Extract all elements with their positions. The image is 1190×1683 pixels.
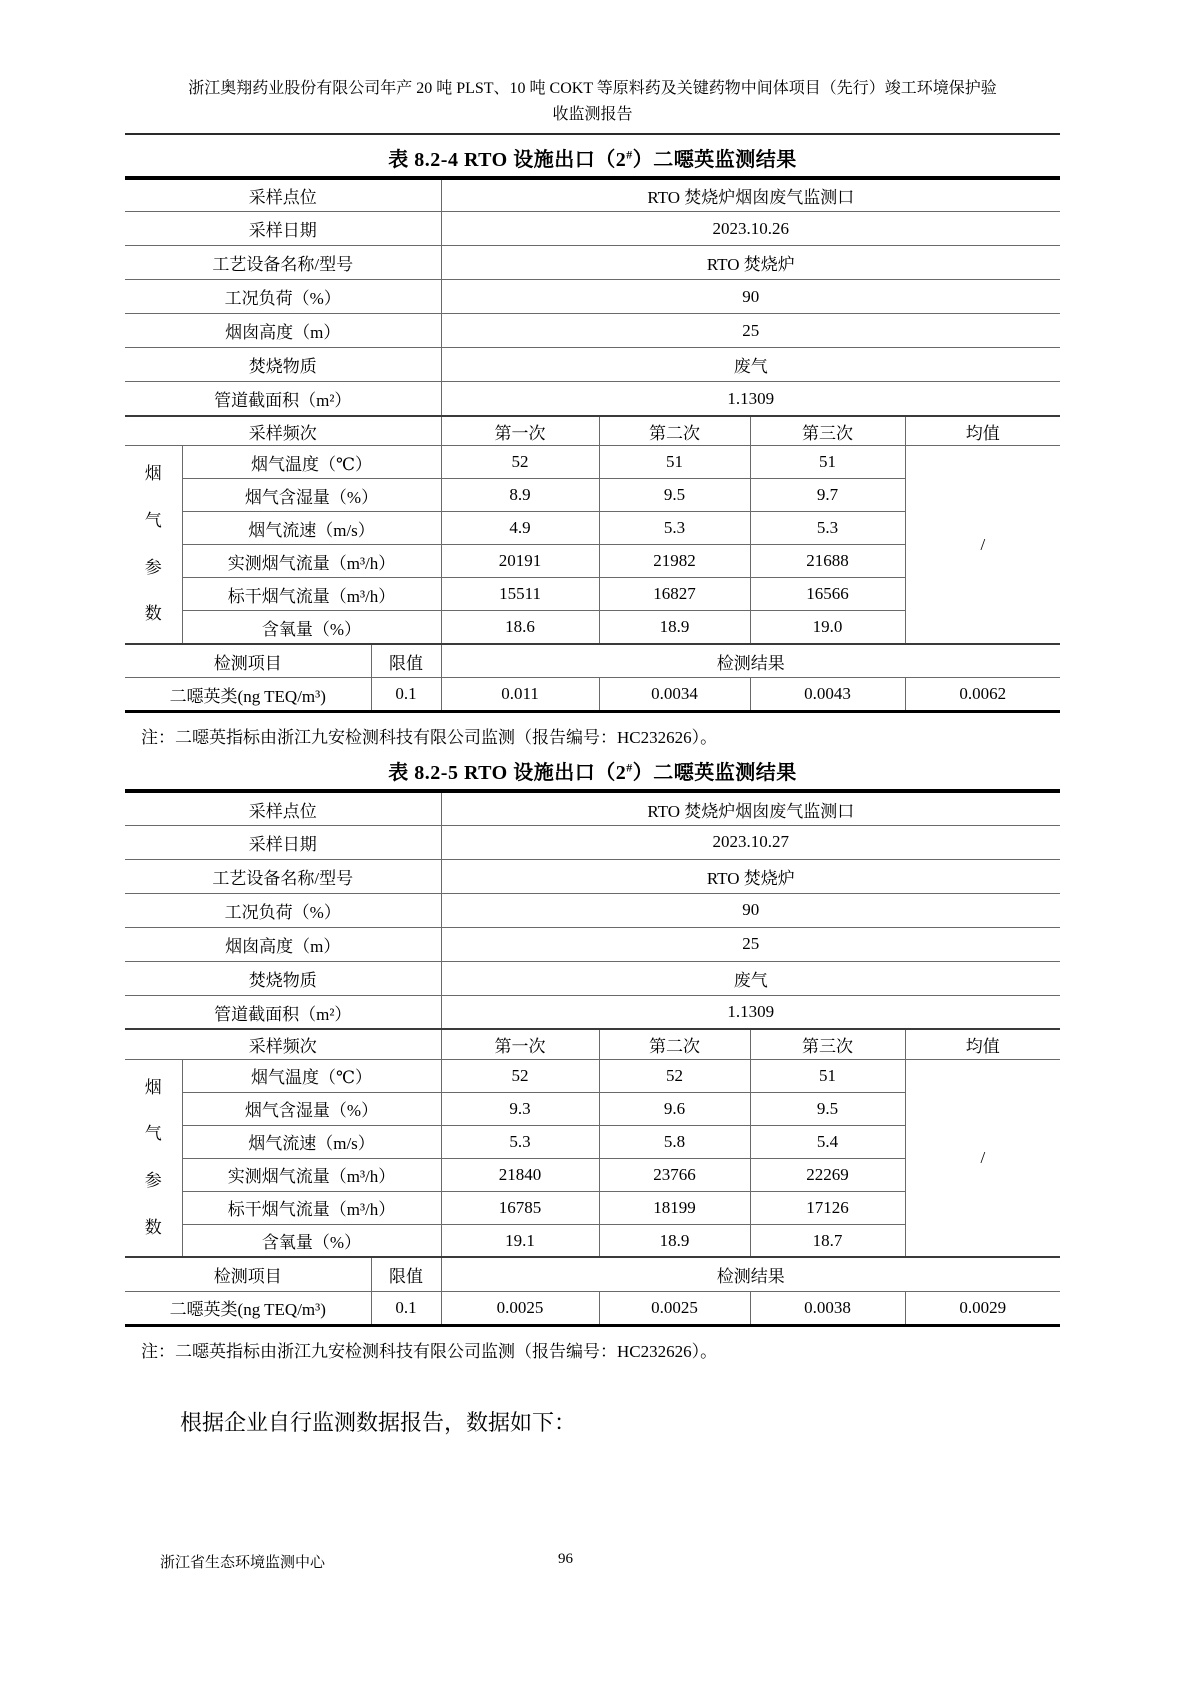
row-label: 焚烧物质 [125, 961, 441, 995]
page-header [125, 76, 1060, 135]
row-label: 烟囱高度（m） [125, 927, 441, 961]
param-row [125, 446, 1060, 479]
vertical-group-label: 烟气参数 [144, 464, 162, 624]
page-header-line2: 收监测报告 [552, 105, 633, 123]
result-header-row [125, 1257, 1060, 1291]
freq-col-3: 第三次 [750, 416, 905, 446]
value-3: 9.5 [750, 1092, 905, 1125]
value-2: 5.3 [599, 512, 750, 545]
row-label: 二噁英类(ng TEQ/m³) [125, 1291, 371, 1325]
param-mean-cell: / [905, 1059, 1060, 1257]
freq-col-1: 第一次 [441, 416, 599, 446]
value-2: 9.5 [599, 479, 750, 512]
row-value: 25 [441, 927, 1060, 961]
row-label: 采样点位 [125, 178, 441, 212]
row-label: 二噁英类(ng TEQ/m³) [125, 678, 371, 712]
dioxin-row [125, 1291, 1060, 1325]
table-note: 注：二噁英指标由浙江九安检测科技有限公司监测（报告编号：HC232626）。 [141, 1341, 718, 1361]
info-row [125, 961, 1060, 995]
row-label: 烟气流速（m/s） [182, 1125, 441, 1158]
monitoring-table-8-2-5 [125, 789, 1060, 1327]
info-row [125, 348, 1060, 382]
row-label: 管道截面积（m²） [125, 995, 441, 1029]
row-label: 含氧量（%） [182, 1224, 441, 1257]
value-1: 0.011 [441, 678, 599, 712]
freq-col-2: 第二次 [599, 416, 750, 446]
limit-value: 0.1 [371, 678, 441, 712]
result-value-header: 检测结果 [441, 644, 1060, 678]
info-row [125, 825, 1060, 859]
value-2: 23766 [599, 1158, 750, 1191]
row-label: 采样频次 [125, 416, 441, 446]
value-3: 51 [750, 446, 905, 479]
row-label: 烟囱高度（m） [125, 314, 441, 348]
frequency-header-row [125, 1029, 1060, 1059]
param-mean-cell: / [905, 446, 1060, 644]
value-2: 9.6 [599, 1092, 750, 1125]
row-label: 烟气含湿量（%） [182, 1092, 441, 1125]
value-1: 9.3 [441, 1092, 599, 1125]
table-title-text: ）二噁英监测结果 [632, 762, 797, 785]
value-1: 8.9 [441, 479, 599, 512]
row-label: 烟气温度（℃） [182, 1059, 441, 1092]
value-1: 4.9 [441, 512, 599, 545]
table-title-8-2-5 [125, 756, 1060, 785]
value-2: 18199 [599, 1191, 750, 1224]
info-row [125, 927, 1060, 961]
row-label: 实测烟气流量（m³/h） [182, 545, 441, 578]
mean-value: 0.0062 [905, 678, 1060, 712]
value-2: 0.0025 [599, 1291, 750, 1325]
value-2: 18.9 [599, 1224, 750, 1257]
value-2: 0.0034 [599, 678, 750, 712]
info-row [125, 280, 1060, 314]
value-3: 17126 [750, 1191, 905, 1224]
value-3: 5.4 [750, 1125, 905, 1158]
value-2: 51 [599, 446, 750, 479]
table-title-superscript: # [626, 760, 633, 775]
table-note: 注：二噁英指标由浙江九安检测科技有限公司监测（报告编号：HC232626）。 [141, 728, 718, 748]
param-group-cell [125, 446, 182, 644]
value-3: 21688 [750, 545, 905, 578]
body-paragraph: 根据企业自行监测数据报告，数据如下： [180, 1409, 577, 1435]
freq-col-mean: 均值 [905, 416, 1060, 446]
row-value: 废气 [441, 961, 1060, 995]
table-title-superscript: # [626, 147, 633, 162]
param-row [125, 1059, 1060, 1092]
row-label: 工况负荷（%） [125, 893, 441, 927]
row-label: 烟气含湿量（%） [182, 479, 441, 512]
document-page [125, 76, 1060, 1437]
value-1: 5.3 [441, 1125, 599, 1158]
value-2: 21982 [599, 545, 750, 578]
dioxin-row [125, 678, 1060, 712]
row-value: 90 [441, 893, 1060, 927]
vertical-group-label: 烟气参数 [144, 1077, 162, 1237]
row-label: 采样点位 [125, 791, 441, 825]
result-header-row [125, 644, 1060, 678]
freq-col-2: 第二次 [599, 1029, 750, 1059]
row-value: 废气 [441, 348, 1060, 382]
value-1: 52 [441, 1059, 599, 1092]
row-value: 2023.10.27 [441, 825, 1060, 859]
table-title-text: ）二噁英监测结果 [632, 148, 797, 171]
row-label: 含氧量（%） [182, 611, 441, 644]
limit-value: 0.1 [371, 1291, 441, 1325]
row-value: RTO 焚烧炉 [441, 246, 1060, 280]
table-title-text: 表 8.2-5 RTO 设施出口（2 [388, 762, 627, 785]
row-label: 烟气温度（℃） [182, 446, 441, 479]
value-1: 19.1 [441, 1224, 599, 1257]
page-number: 96 [558, 1551, 573, 1567]
value-3: 0.0038 [750, 1291, 905, 1325]
table-title-text: 表 8.2-4 RTO 设施出口（2 [388, 148, 627, 171]
value-1: 16785 [441, 1191, 599, 1224]
page-header-line1: 浙江奥翔药业股份有限公司年产 20 吨 PLST、10 吨 COKT 等原料药及关键药物中间体项目（先行）竣工环境保护验 [188, 80, 997, 97]
row-value: RTO 焚烧炉烟囱废气监测口 [441, 791, 1060, 825]
value-3: 19.0 [750, 611, 905, 644]
row-label: 焚烧物质 [125, 348, 441, 382]
value-2: 16827 [599, 578, 750, 611]
row-value: 90 [441, 280, 1060, 314]
info-row [125, 212, 1060, 246]
footer-organization: 浙江省生态环境监测中心 [160, 1555, 326, 1571]
value-3: 18.7 [750, 1224, 905, 1257]
value-1: 21840 [441, 1158, 599, 1191]
row-value: RTO 焚烧炉 [441, 859, 1060, 893]
row-label: 采样频次 [125, 1029, 441, 1059]
result-item-header: 检测项目 [125, 644, 371, 678]
value-3: 51 [750, 1059, 905, 1092]
info-row [125, 859, 1060, 893]
row-value: RTO 焚烧炉烟囱废气监测口 [441, 178, 1060, 212]
freq-col-1: 第一次 [441, 1029, 599, 1059]
row-label: 实测烟气流量（m³/h） [182, 1158, 441, 1191]
value-3: 0.0043 [750, 678, 905, 712]
row-value: 2023.10.26 [441, 212, 1060, 246]
row-label: 标干烟气流量（m³/h） [182, 1191, 441, 1224]
row-label: 烟气流速（m/s） [182, 512, 441, 545]
row-label: 管道截面积（m²） [125, 382, 441, 416]
info-row [125, 791, 1060, 825]
value-2: 52 [599, 1059, 750, 1092]
limit-header: 限值 [371, 1257, 441, 1291]
monitoring-table-8-2-4 [125, 176, 1060, 714]
row-label: 工况负荷（%） [125, 280, 441, 314]
value-3: 5.3 [750, 512, 905, 545]
value-2: 18.9 [599, 611, 750, 644]
row-label: 工艺设备名称/型号 [125, 246, 441, 280]
value-3: 9.7 [750, 479, 905, 512]
info-row [125, 246, 1060, 280]
result-item-header: 检测项目 [125, 1257, 371, 1291]
limit-header: 限值 [371, 644, 441, 678]
row-value: 1.1309 [441, 382, 1060, 416]
info-row [125, 995, 1060, 1029]
info-row [125, 382, 1060, 416]
row-label: 工艺设备名称/型号 [125, 859, 441, 893]
value-2: 5.8 [599, 1125, 750, 1158]
info-row [125, 893, 1060, 927]
freq-col-mean: 均值 [905, 1029, 1060, 1059]
result-value-header: 检测结果 [441, 1257, 1060, 1291]
value-3: 16566 [750, 578, 905, 611]
row-value: 25 [441, 314, 1060, 348]
mean-value: 0.0029 [905, 1291, 1060, 1325]
row-label: 采样日期 [125, 212, 441, 246]
info-row [125, 314, 1060, 348]
row-label: 采样日期 [125, 825, 441, 859]
row-value: 1.1309 [441, 995, 1060, 1029]
param-group-cell [125, 1059, 182, 1257]
value-1: 52 [441, 446, 599, 479]
row-label: 标干烟气流量（m³/h） [182, 578, 441, 611]
value-1: 20191 [441, 545, 599, 578]
value-1: 15511 [441, 578, 599, 611]
value-1: 0.0025 [441, 1291, 599, 1325]
info-row [125, 178, 1060, 212]
table-title-8-2-4 [125, 143, 1060, 172]
freq-col-3: 第三次 [750, 1029, 905, 1059]
value-3: 22269 [750, 1158, 905, 1191]
frequency-header-row [125, 416, 1060, 446]
value-1: 18.6 [441, 611, 599, 644]
